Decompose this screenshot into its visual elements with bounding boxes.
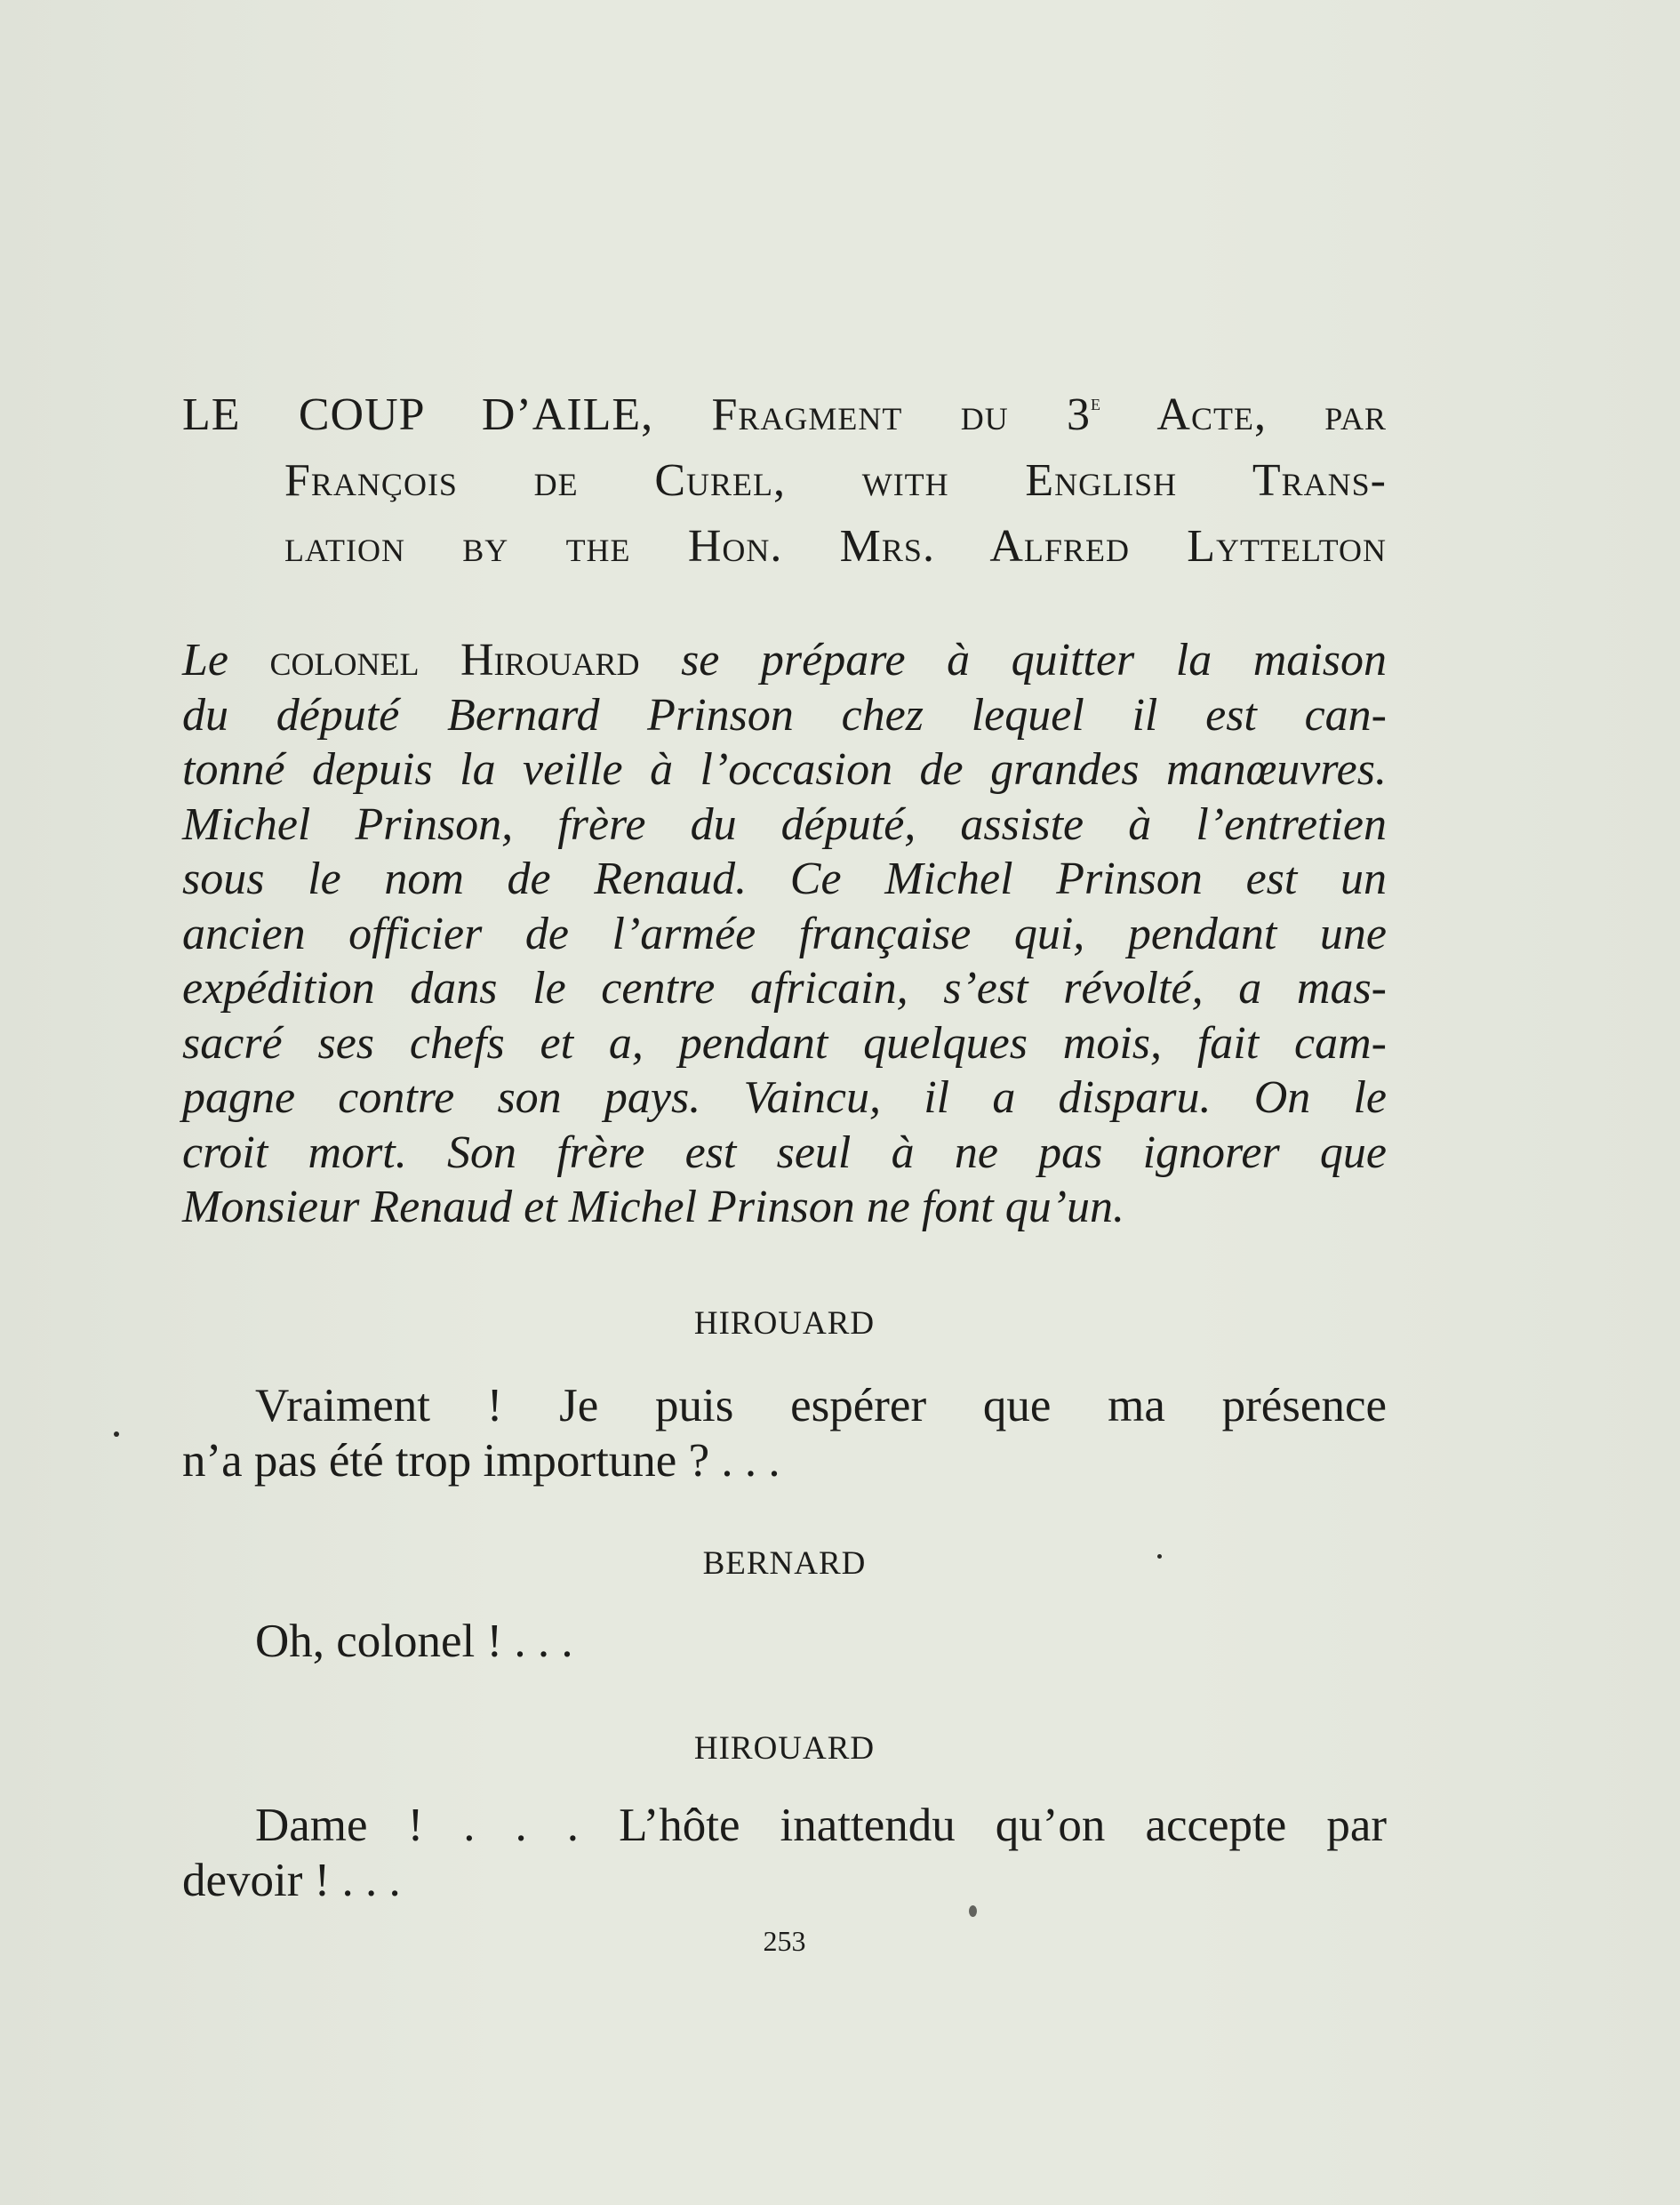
paper-speck xyxy=(969,1905,977,1917)
speaker-name: HIROUARD xyxy=(693,1730,876,1767)
section-title xyxy=(182,382,1387,580)
intro-line: sacré ses chefs et a, pendant quelques mois, fait cam- xyxy=(182,1017,1387,1069)
intro-line: Michel Prinson, frère du député, assiste à l’entretien xyxy=(182,798,1387,850)
speech-line: Vraiment ! Je puis espérer que ma présence xyxy=(255,1380,1387,1431)
speech-line: n’a pas été trop importune ? . . . xyxy=(182,1435,780,1487)
page-number: 253 xyxy=(763,1925,806,1957)
speech xyxy=(182,1378,1387,1488)
intro-paragraph xyxy=(182,633,1387,1235)
intro-line: tonné depuis la veille à l’occasion de grandes manœuvres. xyxy=(182,744,1387,795)
intro-line: croit mort. Son frère est seul à ne pas ignorer que xyxy=(182,1127,1387,1178)
speaker-name: HIROUARD xyxy=(693,1305,876,1342)
title-line-2: François de Curel, with English Trans- xyxy=(284,455,1387,506)
speech-line: devoir ! . . . xyxy=(182,1855,401,1906)
intro-line: sous le nom de Renaud. Ce Michel Prinson est un xyxy=(182,854,1387,904)
paper-speck xyxy=(1157,1554,1162,1559)
paper-speck xyxy=(114,1431,119,1437)
intro-line: du député Bernard Prinson chez lequel il est can- xyxy=(182,689,1387,741)
speech xyxy=(182,1614,1387,1669)
speech xyxy=(182,1798,1387,1908)
intro-line: pagne contre son pays. Vaincu, il a disparu. On le xyxy=(182,1072,1387,1123)
intro-line: expédition dans le centre africain, s’est révolté, a mas- xyxy=(182,963,1387,1014)
intro-line: Le colonel Hirouard se prépare à quitter la maison xyxy=(182,635,1387,686)
intro-line: ancien officier de l’armée française qui, pendant une xyxy=(182,908,1387,959)
speech-line: Oh, colonel ! . . . xyxy=(255,1616,573,1667)
title-line-1: LE COUP D’AILE, Fragment du 3e Acte, par xyxy=(182,389,1388,440)
speech-line: Dame ! . . . L’hôte inattendu qu’on accepte par xyxy=(255,1800,1387,1851)
speaker-name: BERNARD xyxy=(702,1545,867,1582)
title-line-3: lation by the Hon. Mrs. Alfred Lyttelton xyxy=(284,521,1387,572)
intro-line: Monsieur Renaud et Michel Prinson ne font qu’un. xyxy=(182,1182,1125,1232)
